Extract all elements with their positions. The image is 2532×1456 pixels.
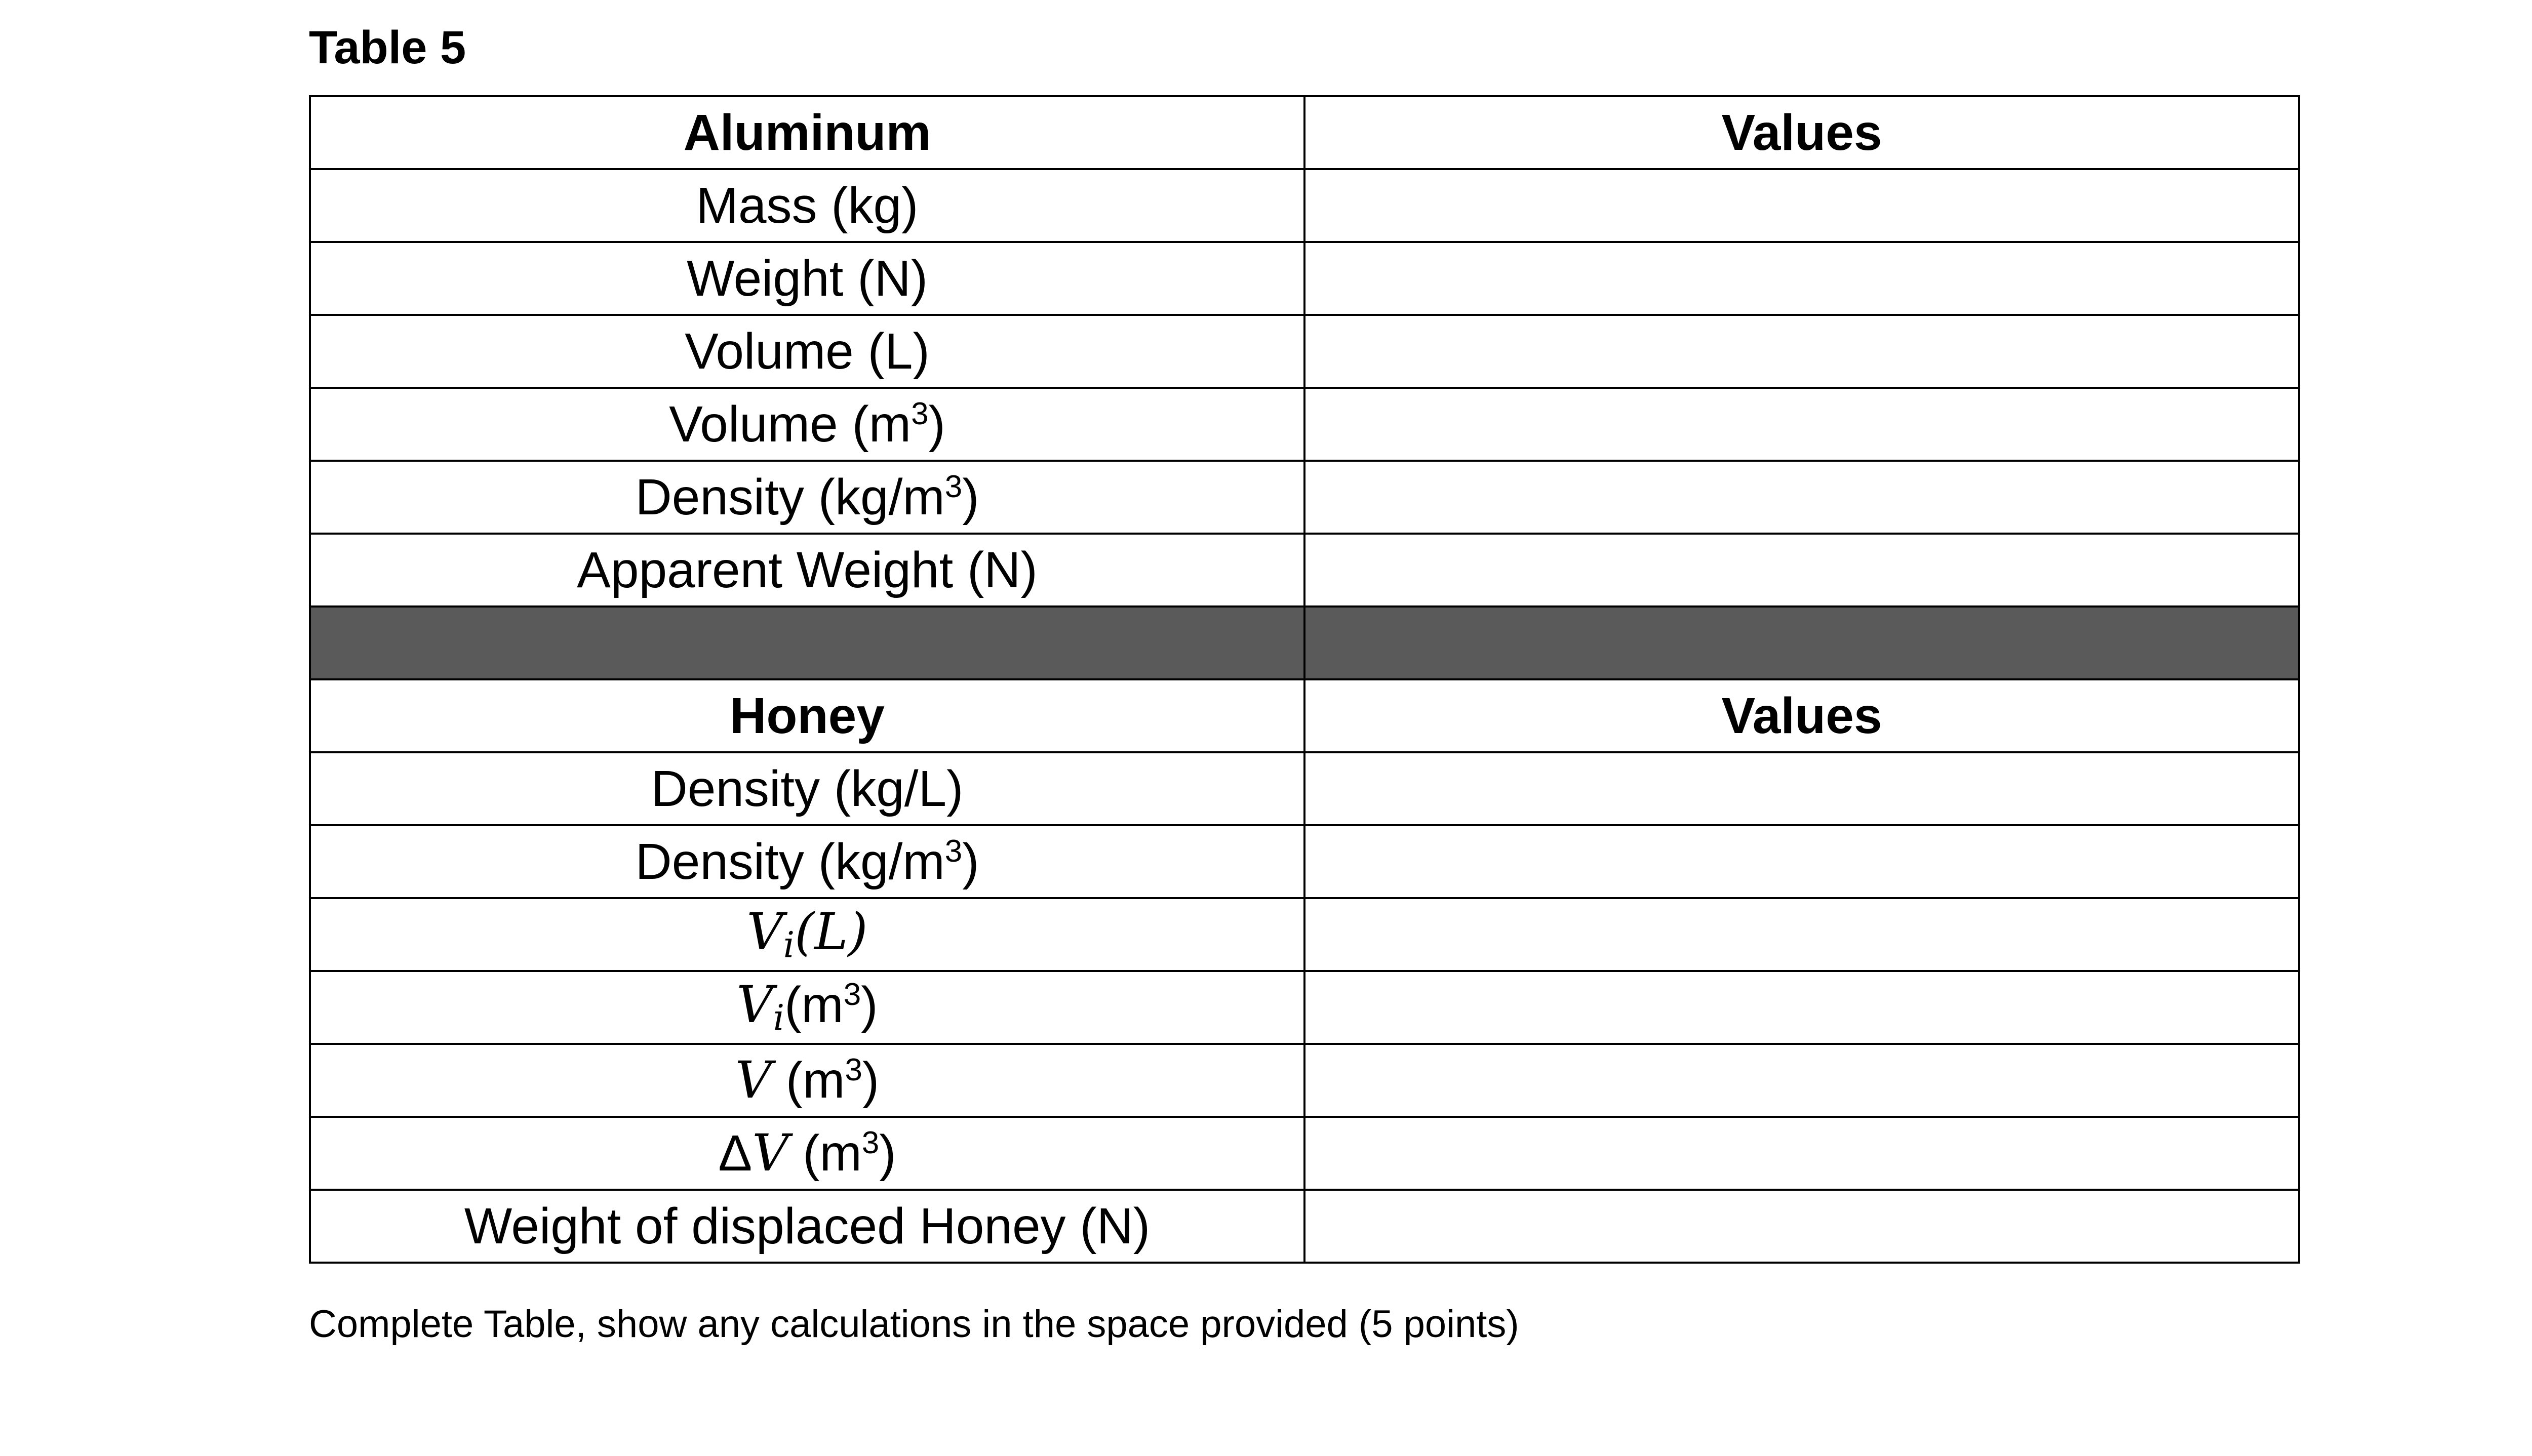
separator-cell-left [310, 606, 1304, 679]
label-text: ) [928, 396, 945, 453]
math-variable: V [752, 1123, 789, 1183]
label-text: (m [784, 977, 844, 1034]
row-label-weight-displaced-honey: Weight of displaced Honey (N) [310, 1190, 1304, 1263]
math-subscript: i [773, 997, 785, 1039]
value-cell-mass[interactable] [1304, 169, 2299, 242]
table-caption: Table 5 [309, 22, 466, 73]
math-variable: V [736, 975, 773, 1035]
table-row [310, 315, 2299, 388]
table-row [310, 1190, 2299, 1263]
table-row [310, 898, 2299, 971]
table-row [310, 242, 2299, 315]
row-label-vi-m3 [310, 971, 1304, 1044]
row-label-honey-density-kg-l: Density (kg/L) [310, 752, 1304, 825]
table-row [310, 1117, 2299, 1190]
label-text: ) [962, 469, 979, 526]
row-label-weight: Weight (N) [310, 242, 1304, 315]
delta-symbol: Δ [718, 1125, 753, 1182]
value-cell-vi-m3[interactable] [1304, 971, 2299, 1044]
table-row [310, 825, 2299, 898]
value-cell-delta-v-m3[interactable] [1304, 1117, 2299, 1190]
row-label-honey-density-kg-m3 [310, 825, 1304, 898]
value-cell-density-kg-m3[interactable] [1304, 461, 2299, 534]
value-cell-vi-l[interactable] [1304, 898, 2299, 971]
value-cell-weight[interactable] [1304, 242, 2299, 315]
superscript: 3 [845, 1053, 862, 1088]
separator-cell-right [1304, 606, 2299, 679]
value-cell-volume-l[interactable] [1304, 315, 2299, 388]
row-label-volume-m3 [310, 388, 1304, 461]
label-text: Density (kg/m [635, 469, 945, 526]
section-separator-row [310, 606, 2299, 679]
table-row [310, 388, 2299, 461]
superscript: 3 [861, 1125, 880, 1161]
table-row [310, 461, 2299, 534]
label-text: ) [861, 977, 878, 1034]
label-text: ) [879, 1125, 896, 1182]
math-expression: (L) [795, 902, 868, 961]
aluminum-header-row [310, 96, 2299, 169]
row-label-delta-v-m3 [310, 1117, 1304, 1190]
superscript: 3 [911, 396, 929, 432]
value-cell-apparent-weight[interactable] [1304, 534, 2299, 606]
row-label-vi-l [310, 898, 1304, 971]
value-cell-volume-m3[interactable] [1304, 388, 2299, 461]
table-row [310, 1044, 2299, 1117]
row-label-mass: Mass (kg) [310, 169, 1304, 242]
data-table [309, 95, 2300, 1264]
value-cell-honey-density-kg-l[interactable] [1304, 752, 2299, 825]
label-text: (m [772, 1052, 845, 1109]
label-text: ) [962, 833, 979, 891]
honey-values-header: Values [1304, 679, 2299, 752]
label-text: ) [862, 1052, 880, 1109]
table-row [310, 534, 2299, 606]
math-variable: V [735, 1050, 772, 1110]
aluminum-values-header: Values [1304, 96, 2299, 169]
aluminum-header-label: Aluminum [310, 96, 1304, 169]
math-subscript: i [783, 924, 795, 966]
label-text: Density (kg/m [635, 833, 945, 891]
value-cell-weight-displaced-honey[interactable] [1304, 1190, 2299, 1263]
row-label-density-kg-m3 [310, 461, 1304, 534]
value-cell-honey-density-kg-m3[interactable] [1304, 825, 2299, 898]
row-label-apparent-weight: Apparent Weight (N) [310, 534, 1304, 606]
math-variable: V [746, 902, 783, 961]
superscript: 3 [944, 834, 963, 869]
label-text: (m [788, 1125, 862, 1182]
row-label-v-m3 [310, 1044, 1304, 1117]
table-row [310, 169, 2299, 242]
superscript: 3 [843, 977, 861, 1013]
row-label-volume-l: Volume (L) [310, 315, 1304, 388]
honey-header-row [310, 679, 2299, 752]
table-row [310, 752, 2299, 825]
value-cell-v-m3[interactable] [1304, 1044, 2299, 1117]
instructions-footnote: Complete Table, show any calculations in the space provided (5 points) [309, 1303, 1519, 1346]
label-text: Volume (m [669, 396, 912, 453]
table-row [310, 971, 2299, 1044]
superscript: 3 [944, 469, 963, 505]
honey-header-label: Honey [310, 679, 1304, 752]
